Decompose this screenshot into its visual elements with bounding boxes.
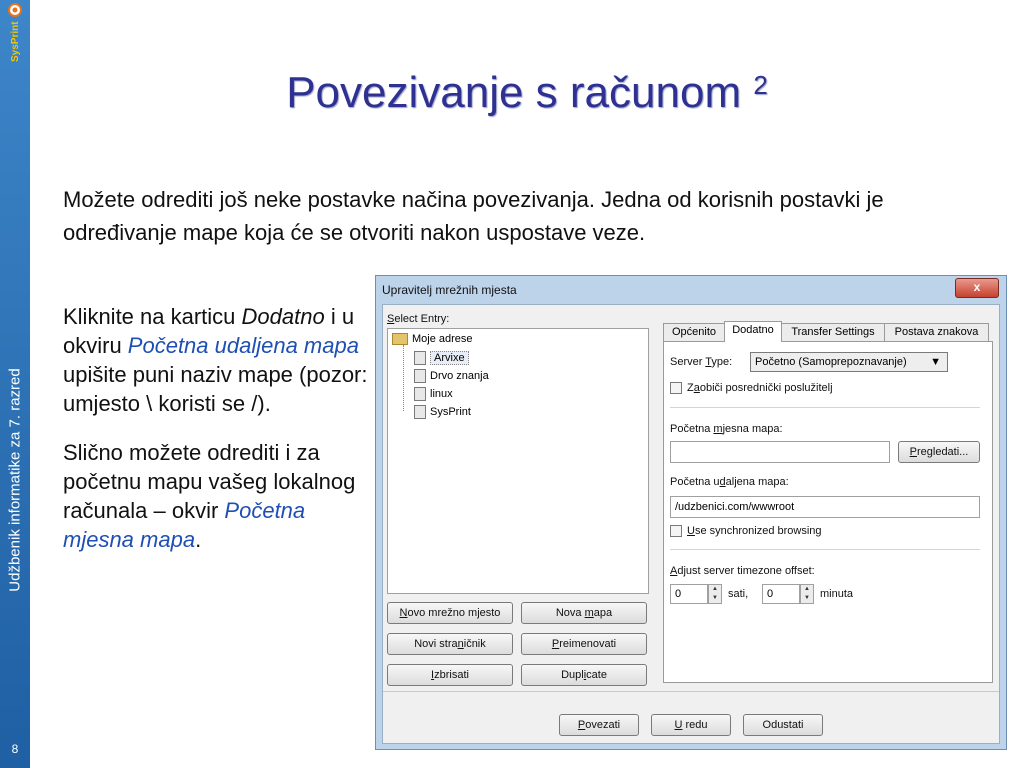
timezone-minutes-input[interactable]: 0 bbox=[762, 584, 800, 604]
remote-dir-input[interactable]: /udzbenici.com/wwwroot bbox=[670, 496, 980, 518]
instruction-paragraph-2: Slično možete odrediti i za početnu mapu vašeg lokalnog računala – okvir Početna mjesna mapa. bbox=[63, 440, 356, 552]
delete-button[interactable]: Izbrisati bbox=[387, 664, 513, 686]
dropdown-arrow-icon: ▼ bbox=[930, 356, 941, 368]
tree-root[interactable]: Moje adrese bbox=[392, 333, 473, 345]
instructions-text bbox=[63, 302, 368, 574]
ok-button[interactable]: U redu bbox=[651, 714, 731, 736]
intro-paragraph: Možete odrediti još neke postavke načina povezivanja. Jedna od korisnih postavki je određivanje mape koja će se otvoriti nakon uspostave veze. bbox=[63, 187, 884, 245]
browse-button[interactable]: Pregledati... bbox=[898, 441, 980, 463]
tab-advanced[interactable]: Dodatno bbox=[724, 321, 782, 342]
close-button[interactable]: x bbox=[955, 278, 999, 298]
rename-button[interactable]: Preimenovati bbox=[521, 633, 647, 655]
site-icon bbox=[414, 351, 426, 365]
minutes-spinner[interactable]: ▲ ▼ bbox=[800, 584, 814, 604]
minutes-label: minuta bbox=[820, 588, 854, 600]
slide-title: Povezivanje s računom $^2$ bbox=[286, 68, 768, 117]
new-site-button[interactable]: Novo mrežno mjesto bbox=[387, 602, 513, 624]
local-dir-label: Početna mjesna mapa: bbox=[670, 423, 783, 435]
server-type-label: Server Type: bbox=[670, 356, 733, 368]
site-icon bbox=[414, 387, 426, 401]
instruction-paragraph-1: Kliknite na karticu Dodatno i u okviru Početna udaljena mapa upišite puni naziv mape (pozor: umjesto \ koristi se /). bbox=[63, 304, 368, 416]
timezone-hours-input[interactable]: 0 bbox=[670, 584, 708, 604]
page-number: 8 bbox=[11, 742, 19, 756]
sync-browsing-checkbox[interactable] bbox=[670, 525, 682, 537]
select-entry-label: Select Entry: bbox=[387, 313, 450, 325]
tab-transfer-settings[interactable]: Transfer Settings bbox=[781, 323, 885, 341]
bypass-proxy-checkbox[interactable] bbox=[670, 382, 682, 394]
server-type-select[interactable]: Početno (Samoprepoznavanje) ▼ bbox=[750, 352, 948, 372]
connect-button[interactable]: Povezati bbox=[559, 714, 639, 736]
local-dir-input[interactable] bbox=[670, 441, 890, 463]
tree-item[interactable]: linux bbox=[414, 387, 453, 401]
tree-item[interactable]: SysPrint bbox=[414, 405, 471, 419]
new-bookmark-button[interactable]: Novi straničnik bbox=[387, 633, 513, 655]
advanced-panel bbox=[663, 341, 993, 683]
site-tree[interactable] bbox=[387, 328, 649, 594]
new-folder-button[interactable]: Nova mapa bbox=[521, 602, 647, 624]
site-manager-dialog bbox=[375, 275, 1007, 750]
sidebar-book-title: Udžbenik informatike za 7. razred bbox=[6, 368, 24, 592]
duplicate-button[interactable]: Duplicate bbox=[521, 664, 647, 686]
site-icon bbox=[414, 369, 426, 383]
svg-text:SysPrint: SysPrint bbox=[10, 21, 21, 62]
hours-label: sati, bbox=[728, 588, 749, 600]
sysprint-logo bbox=[3, 2, 27, 64]
hours-spinner[interactable]: ▲ ▼ bbox=[708, 584, 722, 604]
cancel-button[interactable]: Odustati bbox=[743, 714, 823, 736]
dialog-title: Upravitelj mrežnih mjesta bbox=[382, 283, 517, 297]
site-icon bbox=[414, 405, 426, 419]
timezone-label: Adjust server timezone offset: bbox=[670, 565, 815, 577]
tab-charset[interactable]: Postava znakova bbox=[884, 323, 989, 341]
left-sidebar bbox=[0, 0, 30, 768]
tab-general[interactable]: Općenito bbox=[663, 323, 725, 341]
remote-dir-label: Početna udaljena mapa: bbox=[670, 476, 789, 488]
bypass-proxy-label: Zaobiči posrednički poslužitelj bbox=[687, 382, 833, 394]
tree-item[interactable]: Arvixe bbox=[414, 351, 469, 365]
dialog-body bbox=[382, 304, 1000, 744]
sync-browsing-label: Use synchronized browsing bbox=[687, 525, 822, 537]
tree-item[interactable]: Drvo znanja bbox=[414, 369, 489, 383]
folder-icon bbox=[392, 333, 408, 345]
